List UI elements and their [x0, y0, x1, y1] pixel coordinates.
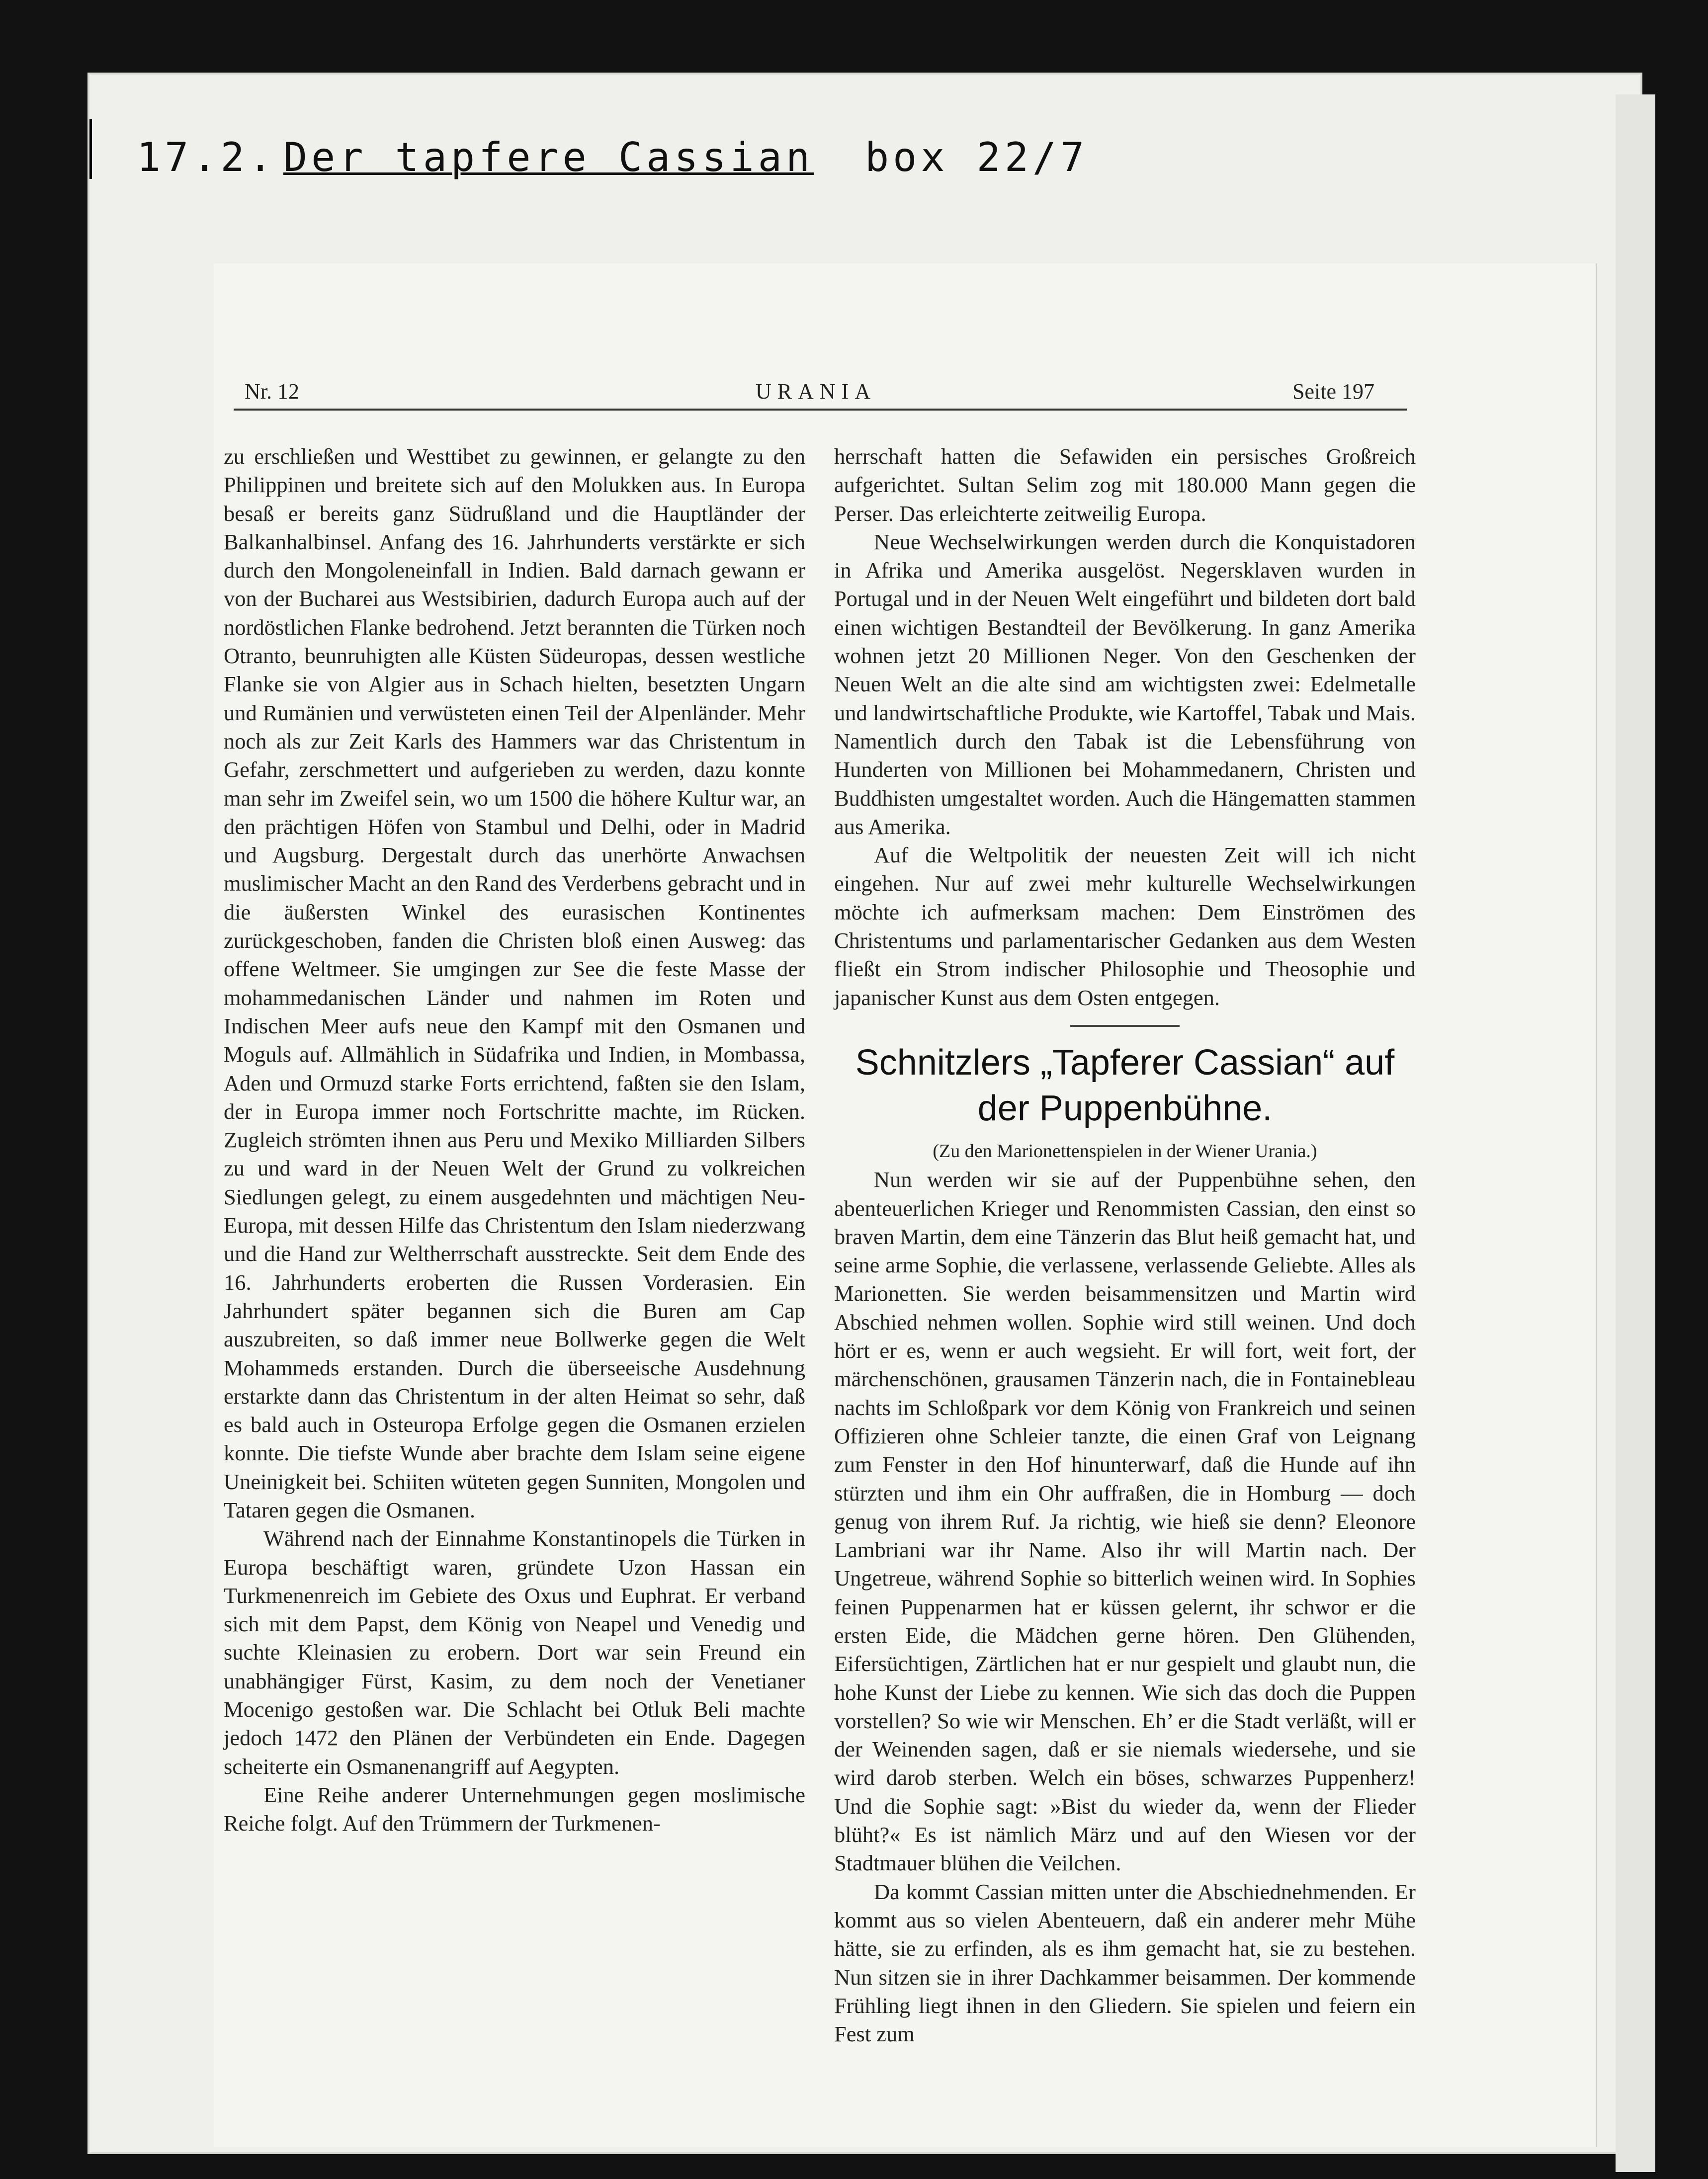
- archive-box: box 22/7: [865, 134, 1089, 180]
- paragraph: herrschaft hatten die Sefawiden ein persisches Großreich aufgerichtet. Sultan Selim zog mit 180.000 Mann gegen die Perser. Das erleichterte zeitweilig Europa.: [834, 444, 1416, 526]
- paper-edge: [1616, 94, 1655, 2172]
- paragraph: Nun werden wir sie auf der Puppenbühne sehen, den abenteuerlichen Krieger und Renommisten Cassian, den einst so braven Martin, dem eine Tänzerin das Blut heiß gemacht hat, und seine arme Sophie, die verlassene, verlassende Geliebte. Alles als Marionetten. Sie werden beisammensitzen und Martin wird Abschied nehmen wollen. Sophie wird still weinen. Und doch hört er es, wenn er auch wegsieht. Er will fort, weit fort, der märchenschönen, grausamen Tänzerin nach, die in Fontainebleau nachts im Schloßpark vor dem König von Frankreich und seinen Offizieren ohne Schleier tanzte, die einen Graf von Leignang zum Fenster in den Hof hinunterwarf, daß die Hunde auf ihn stürzten und ihm ein Ohr auffraßen, die in Homburg — doch genug von ihrem Ruf. Ja richtig, wie hieß sie denn? Eleonore Lambriani war ihr Name. Also ihr will Martin nach. Der Ungetreue, während Sophie so bitterlich weinen wird. In Sophies feinen Puppenarmen hat er küssen gelernt, ihr schwor er die ersten Eide, die Mädchen gerne hören. Den Glühenden, Eifersüchtigen, Zärtlichen hat er nur gespielt und glaubt nun, die hohe Kunst der Liebe zu kennen. Wie sich das doch die Puppen vorstellen? So wie wir Menschen. Eh’ er die Stadt verläßt, will er der Weinenden sagen, daß er sie niemals wiedersehe, und sie wird darob sterben. Welch ein böses, schwarzes Puppenherz! Und die Sophie sagt: »Bist du wieder da, wenn der Flieder blüht?« Es ist nämlich März und auf den Wiesen vor der Stadtmauer blühen die Veilchen.: [834, 1167, 1416, 1876]
- paragraph: Eine Reihe anderer Unternehmungen gegen moslimische Reiche folgt. Auf den Trümmern der Turkmenen-: [224, 1782, 805, 1836]
- page-number: Seite 197: [1292, 379, 1374, 404]
- masthead: URANIA: [756, 379, 877, 404]
- right-column: [834, 442, 1416, 2048]
- header-rule: [234, 409, 1407, 411]
- article-title: Schnitzlers „Tapferer Cassian“ auf der Puppenbühne.: [855, 1042, 1395, 1128]
- corner-mark: [89, 119, 92, 179]
- section-separator: [1070, 1025, 1180, 1027]
- paragraph: Auf die Weltpolitik der neuesten Zeit will ich nicht eingehen. Nur auf zwei mehr kulturelle Wechselwirkungen möchte ich aufmerksam machen: Dem Einströmen des Christentums und parlamentarischer Gedanken aus dem Westen fließt ein Strom indischer Philosophie und Theosophie und japanischer Kunst aus dem Osten entgegen.: [834, 842, 1416, 1010]
- archive-number: 17.2.: [137, 134, 276, 180]
- paragraph: Während nach der Einnahme Konstantinopels die Türken in Europa beschäftigt waren, gründete Uzon Hassan ein Turkmenenreich im Gebiete des Oxus und Euphrat. Er verband sich mit dem Papst, dem König von Neapel und Venedig und suchte Kleinasien zu erobern. Dort war sein Freund ein unabhängiger Fürst, Kasim, zu dem noch der Venetianer Mocenigo gestoßen war. Die Schlacht bei Otluk Beli machte jedoch 1472 den Plänen der Verbündeten ein Ende. Dagegen scheiterte ein Osmanenangriff auf Aegypten.: [224, 1526, 805, 1779]
- left-column: [224, 442, 805, 1838]
- archive-title: Der tapfere Cassian: [283, 134, 814, 180]
- paragraph: zu erschließen und Westtibet zu gewinnen, er gelangte zu den Philippinen und breitete sich auf den Molukken aus. In Europa besaß er bereits ganz Südrußland und die Hauptländer der Balkanhalbinsel. Anfang des 16. Jahrhunderts verstärkte er sich durch den Mongoleneinfall in Indien. Bald darnach gewann er von der Bucharei aus Westsibirien, dadurch Europa auch auf der nordöstlichen Flanke bedrohend. Jetzt berannten die Türken noch Otranto, beunruhigten alle Küsten Südeuropas, dessen westliche Flanke sie von Algier aus in Schach hielten, besetzten Ungarn und Rumänien und verwüsteten einen Teil der Alpenländer. Mehr noch als zur Zeit Karls des Hammers war das Christentum in Gefahr, zerschmettert und aufgerieben zu werden, dazu konnte man sehr im Zweifel sein, wo um 1500 die höhere Kultur war, an den prächtigen Höfen von Stambul und Delhi, oder in Madrid und Augsburg. Dergestalt durch das unerhörte Anwachsen muslimischer Macht an den Rand des Verderbens gebracht und in die äußersten Winkel des eurasischen Kontinentes zurückgeschoben, fanden die Christen bloß einen Ausweg: das offene Weltmeer. Sie umgingen zur See die feste Masse der mohammedanischen Länder und nahmen im Roten und Indischen Meer aufs neue den Kampf mit den Osmanen und Moguls auf. Allmählich in Südafrika und Indien, in Mombassa, Aden und Ormuzd starke Forts errichtend, faßten sie den Islam, der in Europa immer noch Fortschritte machte, im Rücken. Zugleich strömten ihnen aus Peru und Mexiko Milliarden Silbers zu und ward in der Neuen Welt der Grund zu volkreichen Siedlungen gelegt, zu einem ausgedehnten und mächtigen Neu-Europa, mit dessen Hilfe das Christentum den Islam niederzwang und die Hand zur Weltherrschaft ausstreckte. Seit dem Ende des 16. Jahrhunderts eroberten die Russen Vorderasien. Ein Jahrhundert später begannen sich die Buren am Cap auszubreiten, so daß immer neue Bollwerke gegen die Welt Mohammeds erstanden. Durch die überseeische Ausdehnung erstarkte dann das Christentum in der alten Heimat so sehr, daß es bald auch in Osteuropa Erfolge gegen die Osmanen erzielen konnte. Die tiefste Wunde aber brachte dem Islam seine eigene Uneinigkeit bei. Schiiten wüteten gegen Sunniten, Mongolen und Tataren gegen die Osmanen.: [224, 444, 805, 1522]
- paragraph: Da kommt Cassian mitten unter die Abschiednehmenden. Er kommt aus so vielen Abenteuern, daß ein anderer mehr Mühe hätte, sie zu erfinden, als es ihm gemacht hat, sie zu bestehen. Nun sitzen sie in ihrer Dachkammer beisammen. Der kommende Frühling liegt ihnen in den Gliedern. Sie spielen und feiern ein Fest zum: [834, 1879, 1416, 2047]
- article-subtitle: (Zu den Marionettenspielen in der Wiener Urania.): [933, 1140, 1317, 1162]
- issue-number: Nr. 12: [245, 379, 299, 404]
- paragraph: Neue Wechselwirkungen werden durch die Konquistadoren in Afrika und Amerika ausgelöst. Negersklaven wurden in Portugal und in der Neuen Welt eingeführt und bildeten dort bald einen wichtigen Bestandteil der Bevölkerung. In ganz Amerika wohnen jetzt 20 Millionen Neger. Von den Geschenken der Neuen Welt an die alte sind am wichtigsten zwei: Edelmetalle und landwirtschaftliche Produkte, wie Kartoffel, Tabak und Mais. Namentlich durch den Tabak ist die Lebensführung von Hunderten von Millionen bei Mohammedanern, Christen und Buddhisten umgestaltet worden. Auch die Hängematten stammen aus Amerika.: [834, 529, 1416, 839]
